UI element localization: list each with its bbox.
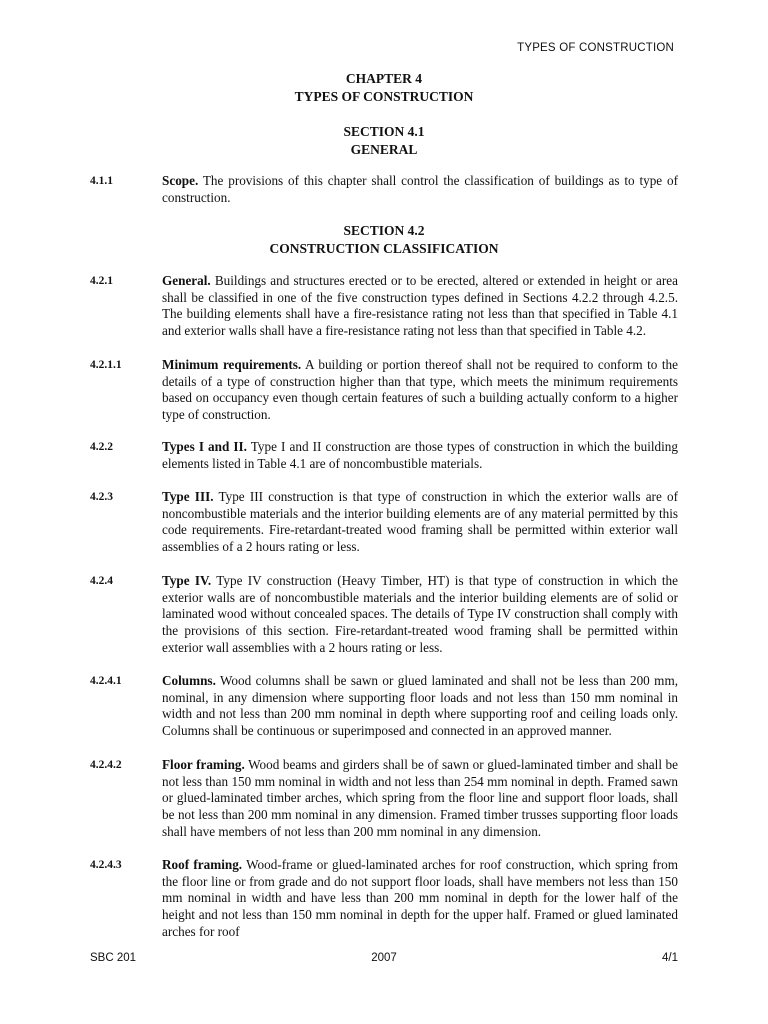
paragraph-4-2-4-1 bbox=[90, 673, 678, 740]
paragraph-number: 4.2.4 bbox=[90, 575, 113, 587]
paragraph-body bbox=[162, 857, 678, 941]
paragraph-4-2-4 bbox=[90, 573, 678, 657]
paragraph-4-2-3 bbox=[90, 489, 678, 556]
paragraph-body bbox=[162, 757, 678, 841]
paragraph-number: 4.2.4.2 bbox=[90, 759, 122, 771]
paragraph-number: 4.2.4.3 bbox=[90, 859, 122, 871]
paragraph-4-2-4-3 bbox=[90, 857, 678, 941]
paragraph-text: Wood-frame or glued-laminated arches for roof construction, which spring from the floor line or from grade and do not support floor loads, shall have members not less than 150 mm nominal in width and have less than 200 mm nominal in depth for the lower half of the height and not less than 150 mm nominal in depth for the upper half. Framed or glued laminated arches for roof bbox=[162, 857, 678, 939]
section-number: SECTION 4.2 bbox=[343, 223, 425, 238]
paragraph-text: A building or portion thereof shall not be required to conform to the details of a type of construction higher than that type, which meets the minimum requirements based on occupancy even though certain features of such a building actually conform to a higher type of construction. bbox=[162, 357, 678, 423]
paragraph-number: 4.2.2 bbox=[90, 441, 113, 453]
paragraph-lead: Scope. bbox=[162, 173, 199, 188]
paragraph-4-2-1 bbox=[90, 273, 678, 340]
paragraph-lead: Type IV. bbox=[162, 573, 212, 588]
paragraph-lead: Floor framing. bbox=[162, 757, 245, 772]
paragraph-text: Type IV construction (Heavy Timber, HT) is that type of construction in which the exterior walls are of noncombustible materials and the interior building elements are of solid or laminated wood without concealed spaces. The details of Type IV construction shall comply with the provisions of this section. Fire-retardant-treated wood framing shall be permitted within exterior wall assemblies with a 2 hours rating or less. bbox=[162, 573, 679, 655]
paragraph-body bbox=[162, 489, 678, 556]
chapter-number: CHAPTER 4 bbox=[345, 71, 423, 86]
paragraph-4-2-2 bbox=[90, 439, 678, 472]
page-footer bbox=[90, 952, 678, 968]
paragraph-4-1-1 bbox=[90, 173, 678, 206]
paragraph-body bbox=[162, 357, 678, 424]
paragraph-lead: General. bbox=[162, 273, 211, 288]
footer-year: 2007 bbox=[371, 952, 397, 964]
paragraph-lead: Roof framing. bbox=[162, 857, 243, 872]
paragraph-lead: Columns. bbox=[162, 673, 216, 688]
paragraph-number: 4.2.3 bbox=[90, 491, 113, 503]
section-title: CONSTRUCTION CLASSIFICATION bbox=[269, 241, 499, 256]
paragraph-body bbox=[162, 573, 678, 657]
paragraph-lead: Type III. bbox=[162, 489, 214, 504]
paragraph-body bbox=[162, 673, 678, 740]
paragraph-text: Buildings and structures erected or to be erected, altered or extended in height or area shall be classified in one of the five construction types defined in Sections 4.2.2 through 4.2.5. The building elements shall have a fire-resistance rating not less than that specified in Table 4.1 and exterior walls shall have a fire-resistance rating not less than that specified in Table 4.2. bbox=[162, 273, 678, 339]
paragraph-text: The provisions of this chapter shall control the classification of buildings as to type of construction. bbox=[162, 173, 678, 205]
chapter-title: TYPES OF CONSTRUCTION bbox=[294, 89, 474, 104]
paragraph-4-2-1-1 bbox=[90, 357, 678, 424]
footer-page-number: 4/1 bbox=[662, 952, 678, 964]
section-4-2-heading bbox=[0, 222, 768, 258]
paragraph-body bbox=[162, 273, 678, 340]
paragraph-body bbox=[162, 173, 678, 206]
paragraph-text: Type III construction is that type of construction in which the exterior walls are of noncombustible materials and the interior building elements are of any material permitted by this code requirements. Fire-retardant-treated wood framing shall be permitted within exterior wall assemblies of a 2 hours rating or less. bbox=[162, 489, 678, 555]
paragraph-4-2-4-2 bbox=[90, 757, 678, 841]
running-header: TYPES OF CONSTRUCTION bbox=[517, 42, 674, 54]
paragraph-number: 4.2.1 bbox=[90, 275, 113, 287]
paragraph-lead: Minimum requirements. bbox=[162, 357, 302, 372]
paragraph-text: Type I and II construction are those types of construction in which the building elements listed in Table 4.1 are of noncombustible materials. bbox=[162, 439, 678, 471]
paragraph-number: 4.1.1 bbox=[90, 175, 113, 187]
chapter-heading bbox=[0, 70, 768, 106]
paragraph-number: 4.2.1.1 bbox=[90, 359, 122, 371]
section-4-1-heading bbox=[0, 123, 768, 159]
paragraph-number: 4.2.4.1 bbox=[90, 675, 122, 687]
paragraph-text: Wood columns shall be sawn or glued laminated and shall not be less than 200 mm, nominal, in any dimension where supporting floor loads and not less than 150 mm nominal in width and not less than 200 mm nominal in depth where supporting roof and ceiling loads only. Columns shall be continuous or superimposed and connected in an approved manner. bbox=[162, 673, 678, 739]
paragraph-text: Wood beams and girders shall be of sawn or glued-laminated timber and shall be not less than 150 mm nominal in width and not less than 254 mm nominal in depth. Framed sawn or glued-laminated timber arches, which spring from the floor line and support floor loads, shall be not less than 200 mm nominal in any dimension. Framed timber trusses supporting floor loads shall have members of not less than 200 mm nominal in any dimension. bbox=[162, 757, 679, 839]
section-title: GENERAL bbox=[350, 142, 418, 157]
section-number: SECTION 4.1 bbox=[343, 124, 425, 139]
paragraph-lead: Types I and II. bbox=[162, 439, 247, 454]
footer-code: SBC 201 bbox=[90, 952, 137, 964]
paragraph-body bbox=[162, 439, 678, 472]
